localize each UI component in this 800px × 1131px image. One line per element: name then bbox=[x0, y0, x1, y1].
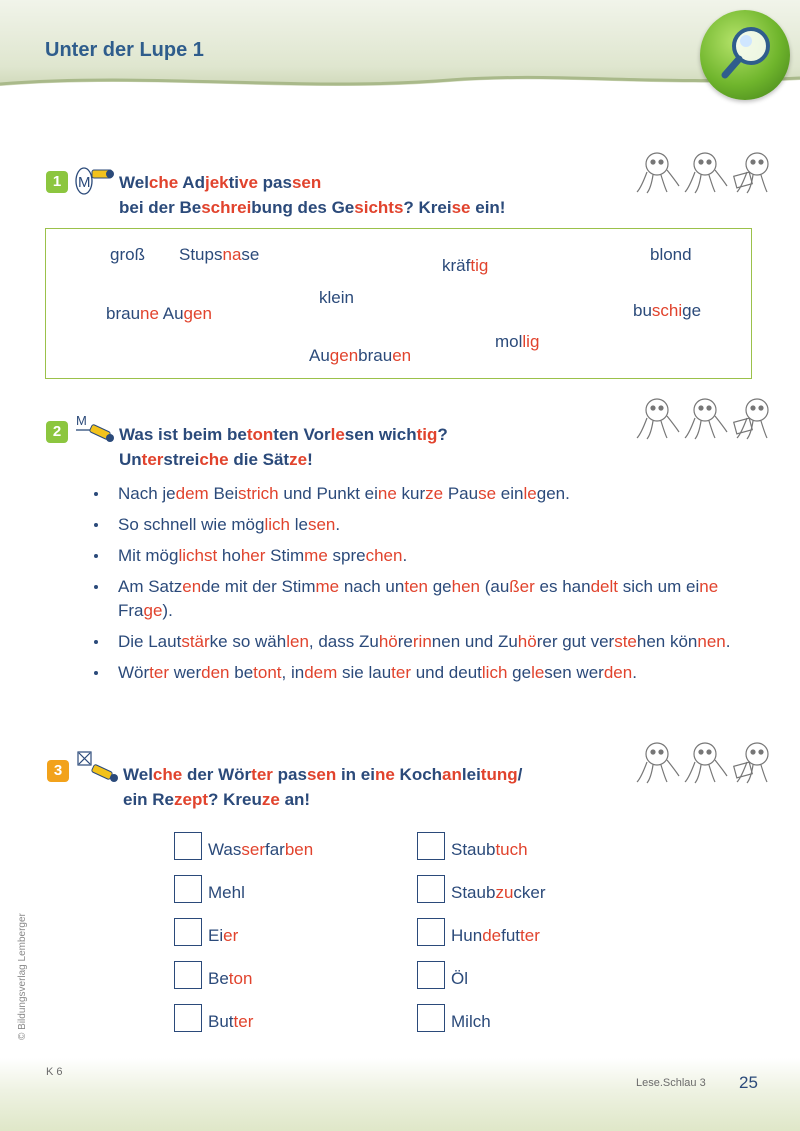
footer-band bbox=[0, 1058, 800, 1131]
word-kraeftig[interactable]: kräftig bbox=[442, 256, 489, 275]
task-heading-line-3l2: ein Rezept? Kreuze an! bbox=[123, 790, 311, 809]
word-klein[interactable]: klein bbox=[319, 288, 354, 307]
bullet-item[interactable]: Die Lautstärke so wählen, dass Zuhörerinnen und Zuhörer gut verstehen können. bbox=[88, 630, 768, 654]
right-column-option[interactable] bbox=[417, 875, 546, 903]
right-column-option[interactable] bbox=[417, 961, 468, 989]
checkbox-label: Eier bbox=[208, 926, 239, 945]
task-heading-line-1l2: bei der Beschreibung des Gesichts? Kreise ein! bbox=[119, 198, 506, 217]
checkbox-label: Staubtuch bbox=[451, 840, 528, 859]
checkbox-label: Butter bbox=[208, 1012, 254, 1031]
left-column-option[interactable] bbox=[174, 918, 238, 946]
checkbox[interactable] bbox=[417, 875, 445, 903]
bullet-item[interactable]: Wörter werden betont, indem sie lauter und deutlich gelesen werden. bbox=[88, 661, 768, 685]
checkbox-label: Wasserfarben bbox=[208, 840, 314, 859]
task2-heading bbox=[119, 422, 448, 472]
task-heading-line-2l1: Was ist beim betonten Vorlesen wichtig? bbox=[119, 425, 448, 444]
checkbox[interactable] bbox=[417, 832, 445, 860]
checkbox-label: Staubzucker bbox=[451, 883, 546, 902]
left-column-option[interactable] bbox=[174, 832, 313, 860]
left-column-option[interactable] bbox=[174, 1004, 253, 1032]
checkbox-label: Hundefutter bbox=[451, 926, 540, 945]
checkbox-label: Beton bbox=[208, 969, 253, 988]
checkbox[interactable] bbox=[417, 918, 445, 946]
critters-illustration bbox=[633, 150, 783, 194]
right-column-option[interactable] bbox=[417, 832, 528, 860]
word-mollig[interactable]: mollig bbox=[495, 332, 540, 351]
bullet-item[interactable]: Mit möglichst hoher Stimme sprechen. bbox=[88, 544, 768, 568]
word-gross[interactable]: groß bbox=[110, 245, 145, 264]
copyright-text: © Bildungsverlag Lemberger bbox=[17, 913, 28, 1040]
critters-illustration-3 bbox=[633, 740, 783, 784]
left-column-option[interactable] bbox=[174, 875, 245, 903]
word-blond[interactable]: blond bbox=[650, 245, 692, 264]
task-heading-line-2l2: Unterstreiche die Sätze! bbox=[119, 450, 313, 469]
checkbox[interactable] bbox=[174, 1004, 202, 1032]
right-column-option[interactable] bbox=[417, 918, 540, 946]
header-brush-stroke bbox=[0, 72, 800, 100]
checkbox-label: Mehl bbox=[208, 883, 245, 902]
checkbox[interactable] bbox=[174, 961, 202, 989]
footer-code: K 6 bbox=[46, 1066, 63, 1078]
critters-illustration-2 bbox=[633, 396, 783, 440]
magnifier-icon bbox=[713, 18, 783, 88]
task2-bullet-list bbox=[88, 482, 768, 692]
checkbox-label: Öl bbox=[451, 969, 468, 988]
page-title: Unter der Lupe 1 bbox=[45, 39, 204, 61]
word-braune-augen[interactable]: braune Augen bbox=[106, 304, 212, 323]
task-heading-line-3l1: Welche der Wörter passen in eine Kochanleitung/ bbox=[123, 765, 523, 784]
word-stupsnase[interactable]: Stupsnase bbox=[179, 245, 260, 264]
task1-heading bbox=[119, 170, 505, 220]
word-augenbrauen[interactable]: Augenbrauen bbox=[309, 346, 412, 365]
checkbox[interactable] bbox=[417, 1004, 445, 1032]
cross-pencil-icon bbox=[76, 750, 122, 786]
svg-text:M: M bbox=[76, 413, 87, 428]
task-number-1: 1 bbox=[46, 171, 68, 193]
task-number-2: 2 bbox=[46, 421, 68, 443]
task-heading-line-1l1: Welche Adjektive passen bbox=[119, 173, 322, 192]
underline-pencil-icon bbox=[74, 412, 118, 446]
checkbox[interactable] bbox=[417, 961, 445, 989]
right-column-option[interactable] bbox=[417, 1004, 491, 1032]
bullet-item[interactable]: Nach jedem Beistrich und Punkt eine kurze Pause einlegen. bbox=[88, 482, 768, 506]
word-buschige[interactable]: buschige bbox=[633, 301, 702, 320]
bullet-item[interactable]: Am Satzende mit der Stimme nach unten gehen (außer es handelt sich um eine Frage). bbox=[88, 575, 768, 623]
checkbox-label: Milch bbox=[451, 1012, 491, 1031]
task-number-3: 3 bbox=[47, 760, 69, 782]
checkbox[interactable] bbox=[174, 875, 202, 903]
bullet-item[interactable]: So schnell wie möglich lesen. bbox=[88, 513, 768, 537]
checkbox[interactable] bbox=[174, 832, 202, 860]
left-column-option[interactable] bbox=[174, 961, 252, 989]
syllable-pencil-icon bbox=[74, 164, 116, 198]
page-number: 25 bbox=[739, 1073, 758, 1092]
checkbox[interactable] bbox=[174, 918, 202, 946]
svg-text:M: M bbox=[78, 174, 91, 191]
footer-series: Lese.Schlau 3 bbox=[636, 1077, 706, 1089]
task3-heading bbox=[123, 762, 522, 812]
